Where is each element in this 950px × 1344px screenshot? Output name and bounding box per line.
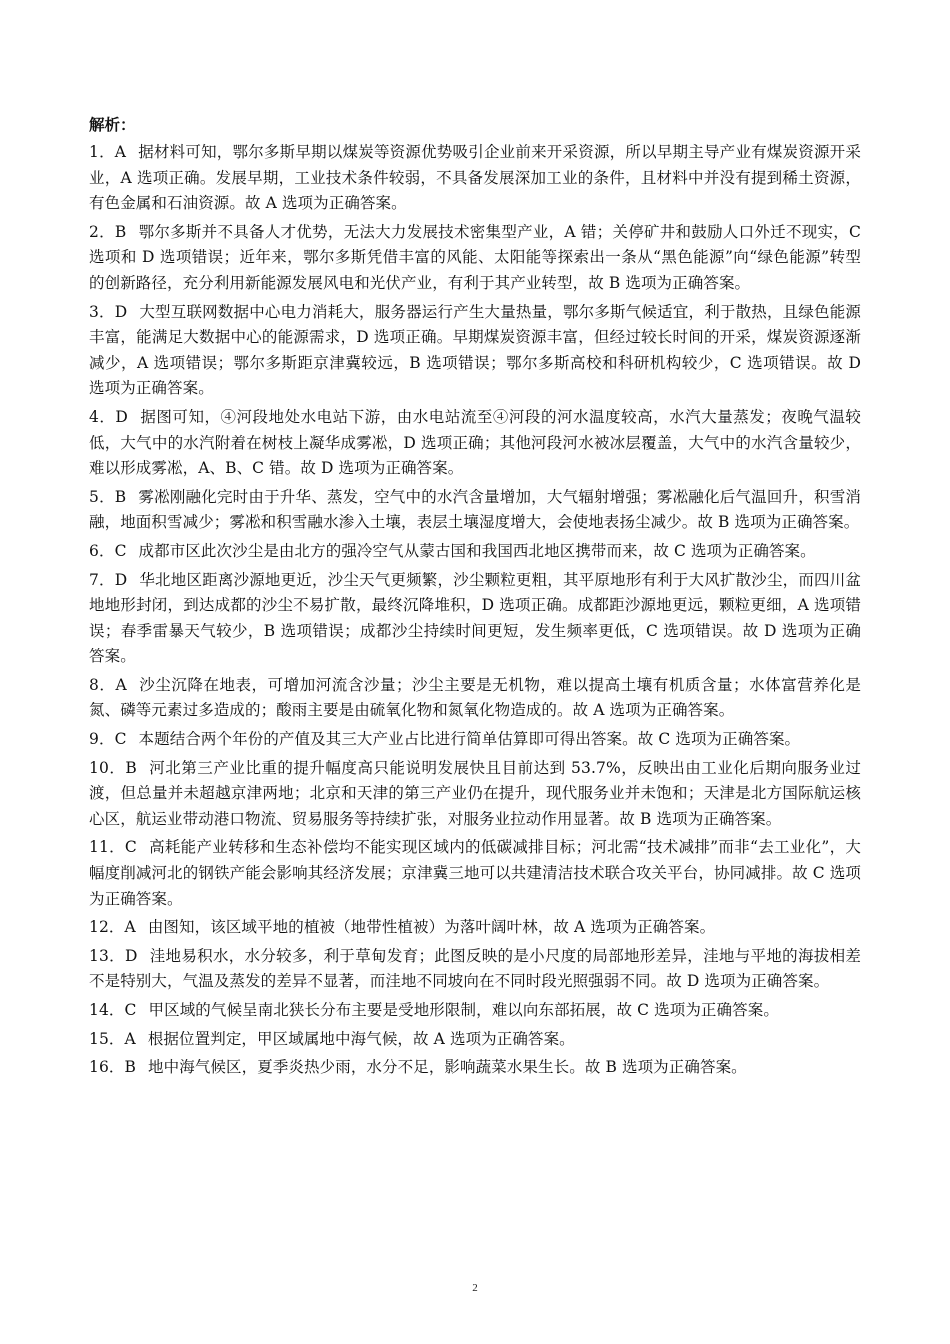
answer-choice: C (114, 730, 127, 749)
answer-choice: A (124, 1029, 136, 1048)
answer-choice: A (114, 143, 127, 161)
answer-item (89, 915, 861, 941)
answer-item (89, 300, 861, 402)
answer-explanation: 沙尘沉降在地表，可增加河流含沙量；沙尘主要是无机物，难以提高土壤有机质含量；水体富营养化是氮、磷等元素过多造成的；酸雨主要是由硫氧化物和氮氧化物造成的。故 A 选项为正确答案。 (89, 675, 861, 720)
answer-number: 13． (89, 946, 125, 965)
answer-explanation: 甲区域的气候呈南北狭长分布主要是受地形限制，难以向东部拓展，故 C 选项为正确答案。 (148, 1001, 779, 1019)
answer-item (89, 944, 861, 995)
answer-choice: B (125, 758, 137, 777)
answer-choice: C (124, 838, 137, 857)
answer-explanation: 地中海气候区，夏季炎热少雨，水分不足，影响蔬菜水果生长。故 B 选项为正确答案。 (148, 1058, 747, 1077)
answer-explanation: 根据位置判定，甲区域属地中海气候，故 A 选项为正确答案。 (147, 1029, 575, 1048)
answer-item (89, 568, 861, 670)
answer-number: 9． (89, 730, 115, 749)
answer-item (89, 1027, 861, 1053)
section-heading: 解析： (89, 115, 136, 134)
answer-number: 14． (89, 1001, 125, 1019)
answer-explanation: 高耗能产业转移和生态补偿均不能实现区域内的低碳减排目标；河北需“技术减排”而非“去工业化”，大幅度削减河北的钢铁产能会影响其经济发展；京津冀三地可以共建清洁技术联合攻关平台，协同减排。故 C 选项为正确答案。 (89, 838, 861, 908)
answer-item (89, 673, 861, 724)
answer-explanation: 由图知，该区域平地的植被（地带性植被）为落叶阔叶林，故 A 选项为正确答案。 (147, 918, 716, 937)
answer-number: 8． (89, 675, 116, 694)
answer-item (89, 756, 861, 833)
answer-choice: B (114, 487, 127, 506)
answer-explanations (89, 112, 861, 1084)
answer-item (89, 727, 861, 753)
answer-explanation: 成都市区此次沙尘是由北方的强冷空气从蒙古国和我国西北地区携带而来，故 C 选项为正确答案。 (138, 541, 816, 560)
answer-explanation: 洼地易积水，水分较多，利于草甸发育；此图反映的是小尺度的局部地形差异，洼地与平地的海拔相差不是特别大，气温及蒸发的差异不显著，而洼地不同坡向在不同时段光照强弱不同。故 D 选项为正确答案。 (89, 946, 861, 991)
answer-choice: A (124, 918, 136, 937)
answer-number: 12． (89, 918, 125, 937)
answer-choice: C (124, 1001, 137, 1019)
answer-choice: B (124, 1058, 137, 1077)
answer-number: 4． (89, 407, 116, 426)
answer-item (89, 1055, 861, 1081)
answer-number: 6． (89, 541, 115, 560)
answer-choice: A (115, 675, 127, 694)
answer-number: 7． (89, 570, 115, 589)
answer-item (89, 220, 861, 297)
answer-number: 1． (89, 143, 115, 161)
answer-choice: B (114, 222, 127, 241)
answer-explanation: 华北地区距离沙源地更近，沙尘天气更频繁，沙尘颗粒更粗，其平原地形有利于大风扩散沙尘，而四川盆地地形封闭，到达成都的沙尘不易扩散，最终沉降堆积，D 选项正确。成都距沙源地更远，颗粒更细，A 选项错误；春季雷暴天气较少，B 选项错误；成都沙尘持续时间更短，发生频率更低，C 选项错误。故 D 选项为正确答案。 (89, 570, 862, 666)
answer-choice: D (114, 302, 128, 321)
answer-item (89, 835, 861, 912)
answer-choice: D (115, 407, 128, 426)
answer-item (89, 140, 861, 217)
answer-choice: D (124, 946, 138, 965)
answer-choice: C (114, 541, 127, 560)
answer-number: 5． (89, 487, 115, 506)
answer-explanation: 据材料可知，鄂尔多斯早期以煤炭等资源优势吸引企业前来开采资源，所以早期主导产业有煤炭资源开采业，A 选项正确。发展早期，工业技术条件较弱，不具备发展深加工业的条件，且材料中并没有提到稀土资源，有色金属和石油资源。故 A 选项为正确答案。 (89, 143, 861, 213)
answer-choice: D (114, 570, 128, 589)
answer-item (89, 485, 861, 536)
answer-number: 16． (89, 1058, 125, 1077)
answer-item (89, 405, 861, 482)
answer-list (89, 140, 861, 1081)
answer-number: 10． (89, 758, 126, 777)
answer-number: 15． (89, 1029, 125, 1048)
answer-explanation: 雾凇刚融化完时由于升华、蒸发，空气中的水汽含量增加，大气辐射增强；雾凇融化后气温回升，积雪消融，地面积雪减少；雾凇和积雪融水渗入土壤，表层土壤湿度增大，会使地表扬尘减少。故 B 选项为正确答案。 (89, 487, 862, 532)
answer-item (89, 539, 861, 565)
answer-explanation: 大型互联网数据中心电力消耗大，服务器运行产生大量热量，鄂尔多斯气候适宜，利于散热，且绿色能源丰富，能满足大数据中心的能源需求，D 选项正确。早期煤炭资源丰富，但经过较长时间的开采，煤炭资源逐渐减少，A 选项错误；鄂尔多斯距京津冀较远，B 选项错误；鄂尔多斯高校和科研机构较少，C 选项错误。故 D 选项为正确答案。 (89, 302, 862, 398)
answer-explanation: 据图可知，④河段地处水电站下游，由水电站流至④河段的河水温度较高，水汽大量蒸发；夜晚气温较低，大气中的水汽附着在树枝上凝华成雾凇，D 选项正确；其他河段河水被冰层覆盖，大气中的水汽含量较少，难以形成雾凇，A、B、C 错。故 D 选项为正确答案。 (89, 407, 862, 478)
answer-number: 11． (89, 838, 125, 857)
page-number: 2 (472, 1282, 478, 1294)
answer-number: 2． (89, 222, 115, 241)
answer-explanation: 鄂尔多斯并不具备人才优势，无法大力发展技术密集型产业，A 错；关停矿井和鼓励人口外迁不现实，C 选项和 D 选项错误；近年来，鄂尔多斯凭借丰富的风能、太阳能等探索出一条从“黑色能源”向“绿色能源”转型的创新路径，充分利用新能源发展风电和光伏产业，有利于其产业转型，故 B 选项为正确答案。 (89, 222, 861, 292)
answer-explanation: 河北第三产业比重的提升幅度高只能说明发展快且目前达到 53.7%，反映出由工业化后期向服务业过渡，但总量并未超越京津两地；北京和天津的第三产业仍在提升，现代服务业并未饱和；天津是北方国际航运核心区，航运业带动港口物流、贸易服务等持续扩张，对服务业拉动作用显著。故 B 选项为正确答案。 (89, 758, 861, 828)
answer-explanation: 本题结合两个年份的产值及其三大产业占比进行简单估算即可得出答案。故 C 选项为正确答案。 (138, 730, 801, 749)
answer-number: 3． (89, 302, 115, 321)
answer-item (89, 998, 861, 1024)
